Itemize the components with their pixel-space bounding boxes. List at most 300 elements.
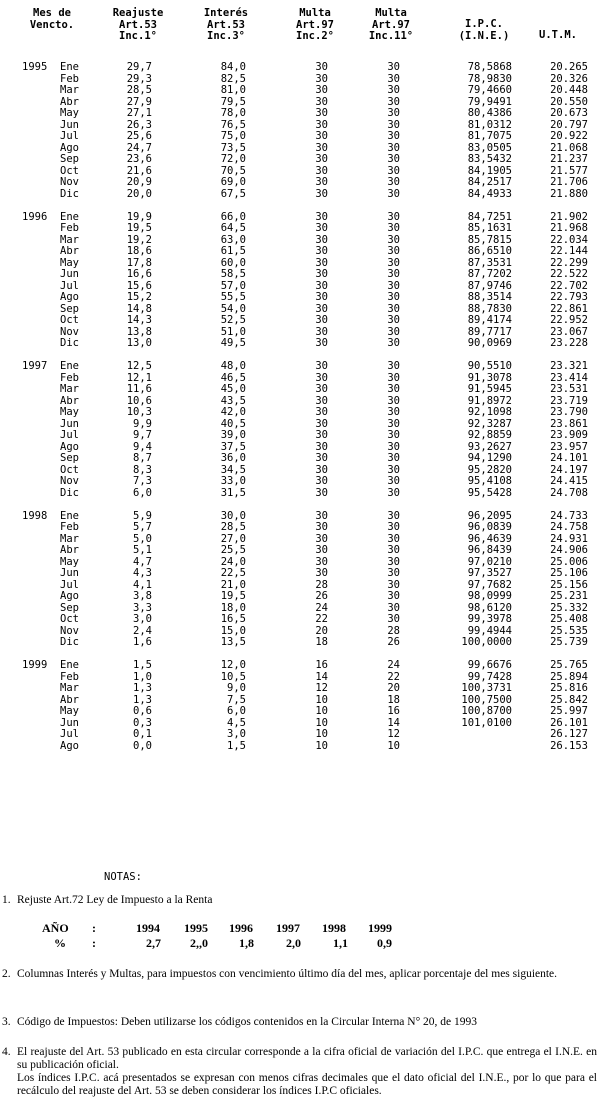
value-cell: 2,4 [133,624,152,637]
value-cell: 22.034 [550,233,588,246]
value-cell: 23.321 [550,360,588,372]
value-cell: 30 [387,394,400,407]
value-cell: 94,1290 [467,452,512,464]
month-cell: Nov [60,475,79,487]
table-row [0,315,598,327]
value-cell: 15,0 [220,624,246,637]
value-cell: 14,3 [126,314,152,326]
table-row [0,246,598,258]
value-cell: 10 [315,728,328,740]
value-cell: 30 [315,429,328,441]
value-cell: 19,9 [126,210,152,223]
value-cell: 30 [387,613,400,625]
value-cell: 25.156 [550,578,588,591]
value-cell: 9,9 [133,417,152,430]
value-cell: 30 [387,532,400,545]
month-cell: Feb [60,72,79,85]
value-cell: 30 [315,371,328,384]
separator: : [92,921,96,935]
value-cell: 30 [387,509,400,522]
month-cell: Ago [60,739,79,752]
value-cell: 30 [315,440,328,453]
value-cell: 5,0 [133,532,152,545]
value-cell: 30 [387,360,400,372]
value-cell: 20,0 [126,187,152,200]
month-cell: Feb [60,371,79,384]
value-cell: 26.101 [550,716,588,729]
year-label: AÑO [42,921,69,935]
value-cell: 30 [387,210,400,223]
table-row [0,430,598,442]
value-cell: 30 [387,567,400,579]
month-cell: Dic [60,187,79,200]
value-cell: 30 [387,222,400,234]
value-cell: 23.861 [550,417,588,430]
value-cell: 30 [315,141,328,154]
pct-value: 1,8 [239,936,254,950]
value-cell: 26,3 [126,118,152,131]
month-cell: May [60,107,79,119]
value-cell: 78,0 [220,107,246,119]
value-cell: 1,6 [133,636,152,648]
value-cell: 3,8 [133,590,152,602]
value-cell: 76,5 [220,118,246,131]
value-cell: 85,7815 [467,233,512,246]
month-cell: Oct [60,314,79,326]
value-cell: 87,3531 [467,256,512,269]
value-cell: 7,5 [227,693,246,706]
pct-year: 1995 [184,921,208,935]
value-cell: 20.265 [550,61,588,73]
value-cell: 1,3 [133,693,152,706]
month-cell: Ene [60,360,79,372]
value-cell: 28,5 [220,521,246,533]
table-row [0,269,598,281]
value-cell: 12,1 [126,371,152,384]
value-cell: 25.332 [550,601,588,614]
value-cell: 30 [387,245,400,257]
value-cell: 20 [315,624,328,637]
year-cell: 1997 [22,360,48,372]
value-cell: 49,5 [220,337,246,349]
value-cell: 30 [315,394,328,407]
value-cell: 13,5 [220,636,246,648]
table-row [0,62,598,74]
month-cell: Mar [60,84,79,96]
table-row [0,591,598,603]
value-cell: 30 [387,578,400,591]
table-row [0,741,598,753]
value-cell: 82,5 [220,72,246,85]
table-row [0,338,598,350]
month-cell: Sep [60,601,79,614]
value-cell: 57,0 [220,279,246,292]
pct-value: 2,0 [286,936,301,950]
month-cell: Ago [60,141,79,154]
value-cell: 7,3 [133,475,152,487]
value-cell: 30 [387,440,400,453]
value-cell: 30 [315,61,328,73]
value-cell: 20.797 [550,118,588,131]
year-cell: 1998 [22,509,48,522]
value-cell: 18,0 [220,601,246,614]
table-row [0,453,598,465]
value-cell: 30 [315,475,328,487]
value-cell: 96,0839 [467,521,512,533]
value-cell: 30 [315,222,328,234]
month-cell: Feb [60,670,79,683]
header-reajuste: Reajuste Art.53 Inc.1° [112,7,164,42]
value-cell: 91,3078 [467,371,512,384]
value-cell: 100,7500 [461,693,512,706]
value-cell: 29,3 [126,72,152,85]
value-cell: 4,3 [133,567,152,579]
value-cell: 24 [387,659,400,671]
separator: : [92,936,96,950]
month-cell: Jul [60,279,79,292]
pct-year: 1999 [368,921,392,935]
value-cell: 8,7 [133,452,152,464]
value-cell: 10,3 [126,406,152,418]
value-cell: 24 [315,601,328,614]
value-cell: 9,7 [133,429,152,441]
table-row [0,292,598,304]
value-cell: 13,8 [126,325,152,338]
value-cell: 39,0 [220,429,246,441]
value-cell: 30 [387,279,400,292]
value-cell: 30 [387,118,400,131]
value-cell: 64,5 [220,222,246,234]
value-cell: 12,5 [126,360,152,372]
month-cell: Nov [60,624,79,637]
value-cell: 16 [387,705,400,717]
table-row [0,729,598,741]
value-cell: 89,4174 [467,314,512,326]
percent-table-years-row [0,921,598,936]
month-cell: Ene [60,509,79,522]
percent-table [0,921,598,951]
value-cell: 55,5 [220,291,246,303]
value-cell: 0,0 [133,739,152,752]
note-number: 2. [2,968,11,980]
value-cell: 30 [387,153,400,165]
value-cell: 1,5 [227,739,246,752]
value-cell: 84,0 [220,61,246,73]
value-cell: 30 [387,187,400,200]
value-cell: 5,9 [133,509,152,522]
value-cell: 16,6 [126,268,152,280]
value-cell: 30 [315,532,328,545]
value-cell: 97,7682 [467,578,512,591]
value-cell: 22.861 [550,302,588,315]
year-cell: 1996 [22,210,48,223]
value-cell: 100,3731 [461,682,512,694]
month-cell: Dic [60,337,79,349]
value-cell: 30 [387,302,400,315]
month-cell: Feb [60,521,79,533]
value-cell: 25.535 [550,624,588,637]
value-cell: 100,0000 [461,636,512,648]
value-cell: 11,6 [126,383,152,395]
value-cell: 15,2 [126,291,152,303]
value-cell: 67,5 [220,187,246,200]
month-cell: Jul [60,728,79,740]
value-cell: 30 [315,130,328,142]
value-cell: 30 [315,153,328,165]
value-cell: 66,0 [220,210,246,223]
value-cell: 30 [387,256,400,269]
value-cell: 91,5945 [467,383,512,395]
table-row [0,614,598,626]
value-cell: 8,3 [133,463,152,476]
value-cell: 30 [315,107,328,119]
value-cell: 30 [315,486,328,499]
year-cell: 1995 [22,61,48,73]
value-cell: 79,5 [220,95,246,108]
month-cell: Abr [60,394,79,407]
note-number: 3. [2,1016,11,1028]
value-cell: 22.522 [550,268,588,280]
value-cell: 25,5 [220,544,246,556]
value-cell: 30 [315,256,328,269]
value-cell: 88,3514 [467,291,512,303]
value-cell: 30 [315,452,328,464]
month-cell: Abr [60,693,79,706]
value-cell: 21.237 [550,153,588,165]
value-cell: 27,1 [126,107,152,119]
value-cell: 36,0 [220,452,246,464]
value-cell: 98,6120 [467,601,512,614]
value-cell: 30 [387,383,400,395]
month-cell: Ago [60,440,79,453]
value-cell: 87,9746 [467,279,512,292]
value-cell: 22,5 [220,567,246,579]
value-cell: 84,1905 [467,164,512,177]
value-cell: 99,6676 [467,659,512,671]
table-row [0,85,598,97]
value-cell: 1,3 [133,682,152,694]
value-cell: 30 [387,61,400,73]
value-cell: 26 [315,590,328,602]
value-cell: 83,0505 [467,141,512,154]
note-text: Código de Impuestos: Deben utilizarse los códigos contenidos en la Circular Interna N° 20, de 1993 [17,1016,478,1028]
month-cell: Nov [60,325,79,338]
value-cell: 23.228 [550,337,588,349]
table-row [0,189,598,201]
value-cell: 30 [387,84,400,96]
value-cell: 30 [387,164,400,177]
value-cell: 14 [387,716,400,729]
value-cell: 99,7428 [467,670,512,683]
value-cell: 15,6 [126,279,152,292]
value-cell: 30 [315,84,328,96]
value-cell: 99,4944 [467,624,512,637]
value-cell: 23.719 [550,394,588,407]
pct-value: 1,1 [333,936,348,950]
value-cell: 30 [387,325,400,338]
month-cell: Ago [60,590,79,602]
value-cell: 25.894 [550,670,588,683]
value-cell: 14 [315,670,328,683]
value-cell: 92,3287 [467,417,512,430]
value-cell: 72,0 [220,153,246,165]
rates-table [0,62,598,752]
value-cell: 73,5 [220,141,246,154]
value-cell: 24.197 [550,463,588,476]
value-cell: 30 [315,509,328,522]
value-cell: 30 [387,371,400,384]
value-cell: 30 [315,164,328,177]
value-cell: 30 [315,406,328,418]
value-cell: 12,0 [220,659,246,671]
value-cell: 30 [315,544,328,556]
value-cell: 91,8972 [467,394,512,407]
value-cell: 30 [315,521,328,533]
value-cell: 78,5868 [467,61,512,73]
table-row [0,361,598,373]
value-cell: 24.415 [550,475,588,487]
value-cell: 30,0 [220,509,246,522]
month-cell: Jul [60,130,79,142]
value-cell: 30 [387,521,400,533]
month-cell: Sep [60,302,79,315]
month-cell: May [60,256,79,269]
value-cell: 30 [315,314,328,326]
table-row [0,568,598,580]
value-cell: 98,0999 [467,590,512,602]
value-cell: 27,9 [126,95,152,108]
value-cell: 6,0 [227,705,246,717]
value-cell: 90,5510 [467,360,512,372]
month-cell: Jun [60,716,79,729]
value-cell: 30 [387,72,400,85]
value-cell: 48,0 [220,360,246,372]
value-cell: 30 [315,383,328,395]
value-cell: 20.550 [550,95,588,108]
value-cell: 69,0 [220,176,246,188]
value-cell: 30 [387,130,400,142]
value-cell: 89,7717 [467,325,512,338]
value-cell: 97,3527 [467,567,512,579]
value-cell: 25.231 [550,590,588,602]
value-cell: 30 [315,291,328,303]
value-cell: 34,5 [220,463,246,476]
header-multa-inc2: Multa Art.97 Inc.2° [296,7,334,42]
month-cell: Sep [60,452,79,464]
value-cell: 23.909 [550,429,588,441]
value-cell: 95,2820 [467,463,512,476]
value-cell: 75,0 [220,130,246,142]
month-cell: Nov [60,176,79,188]
value-cell: 60,0 [220,256,246,269]
pct-year: 1994 [136,921,160,935]
month-cell: Sep [60,153,79,165]
value-cell: 3,3 [133,601,152,614]
pct-year: 1997 [276,921,300,935]
value-cell: 52,5 [220,314,246,326]
value-cell: 21.880 [550,187,588,200]
value-cell: 4,1 [133,578,152,591]
table-row [0,407,598,419]
table-row [0,177,598,189]
value-cell: 84,4933 [467,187,512,200]
value-cell: 23.790 [550,406,588,418]
month-cell: Oct [60,613,79,625]
month-cell: Jun [60,118,79,131]
value-cell: 18,6 [126,245,152,257]
value-cell: 58,5 [220,268,246,280]
value-cell: 22 [387,670,400,683]
value-cell: 30 [315,118,328,131]
value-cell: 24,7 [126,141,152,154]
month-cell: Dic [60,636,79,648]
value-cell: 78,9830 [467,72,512,85]
value-cell: 23.531 [550,383,588,395]
value-cell: 19,5 [220,590,246,602]
value-cell: 30 [315,463,328,476]
value-cell: 24.906 [550,544,588,556]
value-cell: 23.957 [550,440,588,453]
value-cell: 81,7075 [467,130,512,142]
value-cell: 23,6 [126,153,152,165]
value-cell: 9,0 [227,682,246,694]
value-cell: 25.106 [550,567,588,579]
value-cell: 87,7202 [467,268,512,280]
value-cell: 30 [387,176,400,188]
value-cell: 70,5 [220,164,246,177]
month-cell: Mar [60,233,79,246]
value-cell: 17,8 [126,256,152,269]
value-cell: 28 [387,624,400,637]
value-cell: 96,2095 [467,509,512,522]
value-cell: 21,6 [126,164,152,177]
value-cell: 88,7830 [467,302,512,315]
value-cell: 0,6 [133,705,152,717]
note-text: Rejuste Art.72 Ley de Impuesto a la Renta [17,894,213,906]
value-cell: 30 [387,417,400,430]
value-cell: 30 [387,463,400,476]
value-cell: 24.733 [550,509,588,522]
value-cell: 86,6510 [467,245,512,257]
value-cell: 25,6 [126,130,152,142]
value-cell: 30 [315,360,328,372]
value-cell: 27,0 [220,532,246,545]
value-cell: 84,7251 [467,210,512,223]
value-cell: 26.153 [550,739,588,752]
value-cell: 4,7 [133,555,152,568]
month-cell: Ene [60,659,79,671]
table-row [0,706,598,718]
month-cell: Jun [60,268,79,280]
month-cell: Feb [60,222,79,234]
value-cell: 29,7 [126,61,152,73]
value-cell: 30 [387,452,400,464]
value-cell: 5,7 [133,521,152,533]
value-cell: 20 [387,682,400,694]
value-cell: 30 [315,176,328,188]
table-row [0,637,598,649]
value-cell: 19,5 [126,222,152,234]
value-cell: 16,5 [220,613,246,625]
pct-year: 1996 [229,921,253,935]
value-cell: 45,0 [220,383,246,395]
value-cell: 25.006 [550,555,588,568]
month-cell: Ene [60,61,79,73]
value-cell: 30 [387,337,400,349]
value-cell: 79,9491 [467,95,512,108]
value-cell: 24.758 [550,521,588,533]
value-cell: 30 [315,268,328,280]
